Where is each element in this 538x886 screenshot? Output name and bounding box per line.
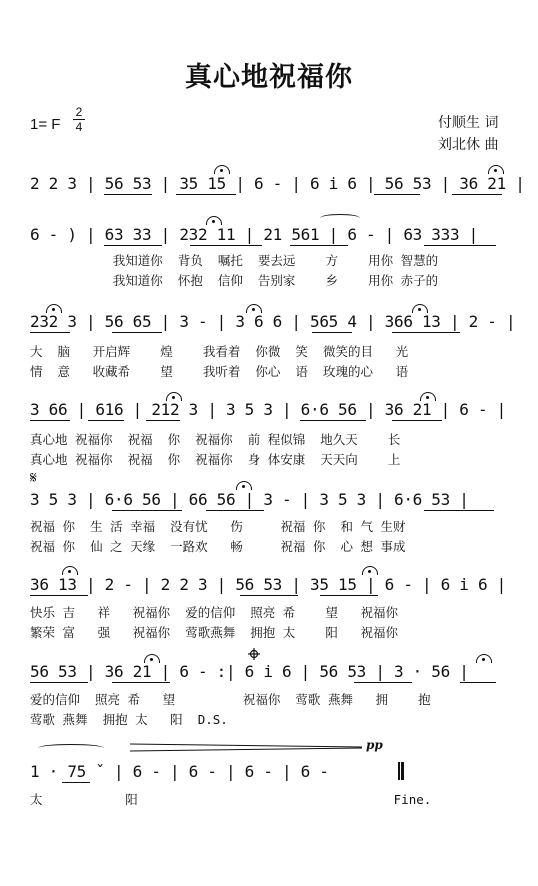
beam-underline — [104, 194, 152, 195]
diminuendo-icon — [130, 742, 362, 754]
beam-underline — [30, 420, 70, 421]
beam-underline — [112, 510, 182, 511]
fermata-icon — [214, 165, 230, 174]
credit-composer: 刘北休 曲 — [438, 137, 499, 153]
fermata-icon — [476, 654, 492, 663]
beam-underline — [206, 510, 264, 511]
lyric-line-4b: 真心地 祝福你 祝福 你 祝福你 身 体安康 天天向 上 — [30, 452, 401, 467]
beam-underline — [460, 682, 496, 683]
fermata-icon — [46, 304, 62, 313]
beam-underline — [30, 682, 88, 683]
beam-underline — [312, 332, 352, 333]
beam-underline — [88, 420, 124, 421]
fermata-icon — [412, 304, 428, 313]
time-signature — [72, 105, 86, 134]
page-title: 真心地祝福你 — [185, 62, 353, 93]
time-signature-top: 2 — [75, 105, 83, 119]
beam-underline — [424, 245, 496, 246]
lyric-line-5b: 祝福 你 仙 之 天缘 一路欢 畅 祝福 你 心 想 事成 — [30, 539, 406, 554]
key-signature: 1= F — [30, 116, 61, 133]
beam-underline — [104, 245, 162, 246]
lyric-line-6b: 繁荣 富 强 祝福你 莺歌燕舞 拥抱 太 阳 祝福你 — [30, 625, 398, 640]
fermata-icon — [144, 654, 160, 663]
final-barline-thick — [401, 762, 404, 780]
lyric-line-7a: 爱的信仰 照亮 希 望 祝福你 莺歌 燕舞 拥 抱 — [30, 692, 431, 707]
lyric-line-2b: 我知道你 怀抱 信仰 告别家 乡 用你 赤子的 — [30, 273, 439, 288]
lyric-line-6a: 快乐 吉 祥 祝福你 爱的信仰 照亮 希 望 祝福你 — [30, 605, 398, 620]
beam-underline — [374, 194, 420, 195]
fermata-icon — [420, 392, 436, 401]
beam-underline — [392, 332, 460, 333]
beam-underline — [176, 194, 236, 195]
score-line-1: 2 2 3 | 56 53 | 35 15 | 6 - | 6 i 6 | 56 53 | 36 21 | — [30, 174, 525, 193]
beam-underline — [30, 332, 70, 333]
beam-underline — [424, 510, 494, 511]
beam-underline — [112, 332, 162, 333]
score-line-7: 56 53 | 36 21 | 6 - :| 6 i 6 | 56 53 | 3 · 56 | — [30, 662, 469, 681]
credit-lyricist: 付顺生 词 — [438, 115, 499, 131]
beam-underline — [112, 682, 170, 683]
lyric-line-8: 太 阳 Fine. — [30, 792, 432, 807]
score-line-4: 3 66 | 616 | 212 3 | 3 5 3 | 6·6 56 | 36 21 | 6 - | — [30, 400, 506, 419]
fermata-icon — [62, 566, 78, 575]
lyric-line-3b: 情 意 收藏希 望 我听着 你心 语 玫瑰的心 语 — [30, 364, 409, 379]
fermata-icon — [362, 566, 378, 575]
lyric-line-4a: 真心地 祝福你 祝福 你 祝福你 前 程似锦 地久天 长 — [30, 432, 401, 447]
beam-underline — [190, 245, 262, 246]
fermata-icon — [206, 216, 222, 225]
lyric-line-7b: 莺歌 燕舞 拥抱 太 阳 D.S. — [30, 712, 228, 727]
lyric-line-2a: 我知道你 背负 嘱托 要去远 方 用你 智慧的 — [30, 253, 439, 268]
beam-underline — [392, 420, 442, 421]
beam-underline — [62, 782, 90, 783]
dynamic-marking: pp — [366, 738, 383, 752]
score-line-8: 1 · 75 ˇ | 6 - | 6 - | 6 - | 6 - — [30, 762, 329, 781]
fermata-icon — [246, 304, 262, 313]
score-line-2: 6 - ) | 63 33 | 232 11 | 21 561 | 6 - | 63 333 | — [30, 225, 478, 244]
slur-mark — [320, 214, 360, 222]
beam-underline — [290, 245, 348, 246]
beam-underline — [452, 194, 502, 195]
score-line-3: 232 3 | 56 65 | 3 - | 3 6 6 | 565 4 | 366 13 | 2 - | — [30, 312, 516, 331]
lyric-line-3a: 大 脑 开启辉 煌 我看着 你微 笑 微笑的目 光 — [30, 344, 409, 359]
slur-mark — [38, 744, 104, 752]
fermata-icon — [166, 392, 182, 401]
coda-icon — [248, 648, 260, 660]
segno-sign: 𝄋 — [30, 468, 37, 487]
final-barline-thin — [398, 762, 400, 780]
fermata-icon — [488, 165, 504, 174]
fermata-icon — [236, 481, 252, 490]
score-line-5: 3 5 3 | 6·6 56 | 66 56 | 3 - | 3 5 3 | 6·6 53 | — [30, 490, 469, 509]
time-signature-bottom: 4 — [75, 120, 83, 134]
beam-underline — [320, 595, 378, 596]
beam-underline — [146, 420, 180, 421]
beam-underline — [240, 595, 298, 596]
beam-underline — [354, 682, 412, 683]
beam-underline — [300, 420, 366, 421]
beam-underline — [30, 595, 88, 596]
score-line-6: 36 13 | 2 - | 2 2 3 | 56 53 | 35 15 | 6 - | 6 i 6 | — [30, 575, 506, 594]
lyric-line-5a: 祝福 你 生 活 幸福 没有忧 伤 祝福 你 和 气 生财 — [30, 519, 406, 534]
